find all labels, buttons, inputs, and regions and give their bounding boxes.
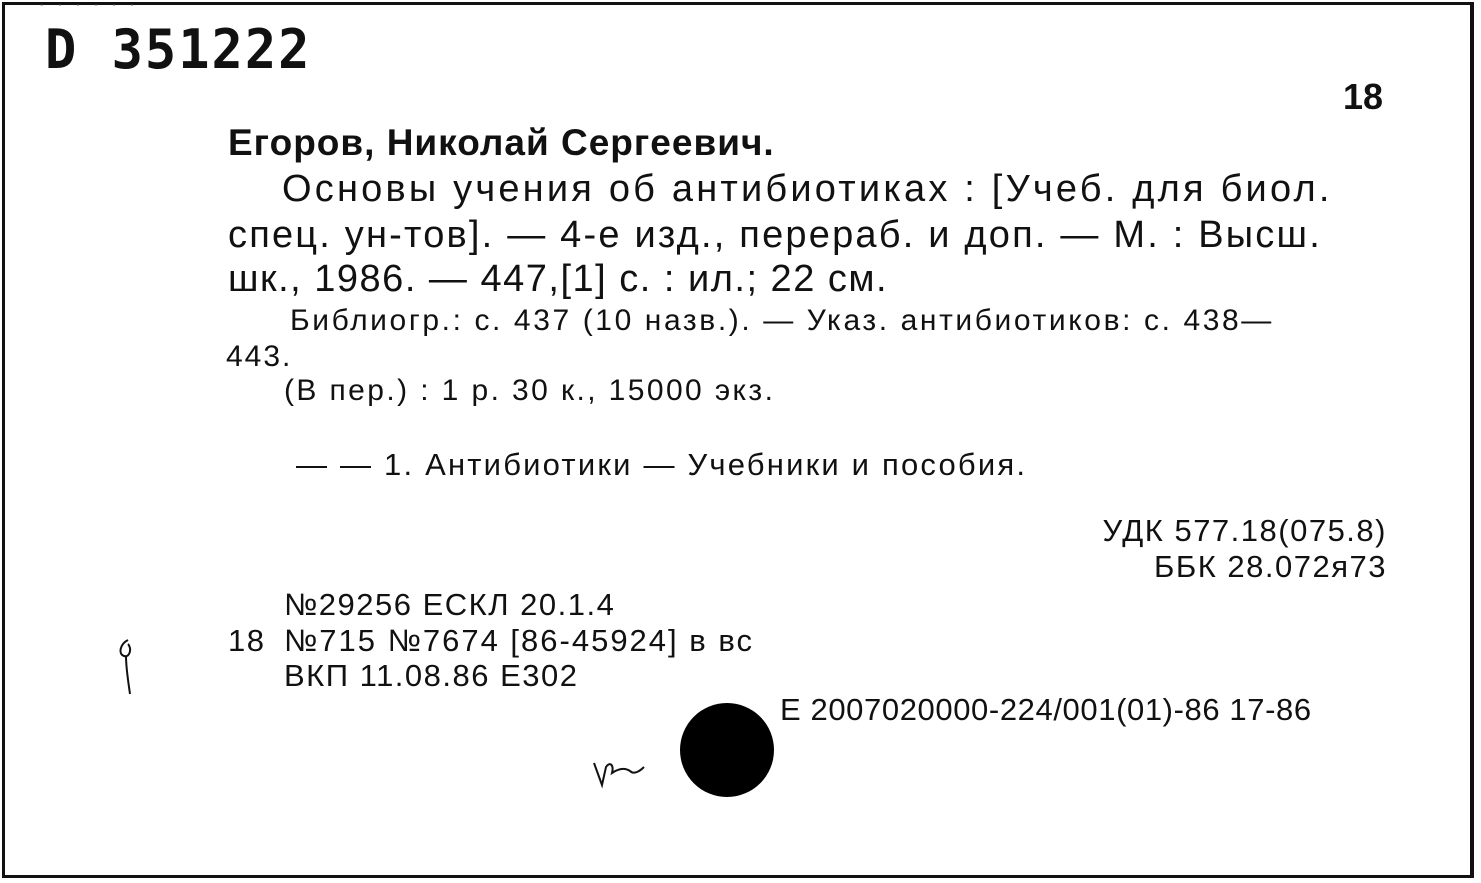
punch-hole-icon <box>680 703 774 797</box>
handwritten-squiggle-icon <box>112 636 142 702</box>
bbk-code: ББК 28.072я73 <box>1154 549 1387 584</box>
registration-prefix: 18 <box>228 623 266 658</box>
bibliography-note-line-1: Библиогр.: с. 437 (10 назв.). — Указ. антибиотиков: с. 438— <box>290 304 1274 337</box>
title-line-1: Основы учения об антибиотиках : [Учеб. для биол. <box>282 168 1333 210</box>
author-heading: Егоров, Николай Сергеевич. <box>228 122 775 163</box>
card-number: 18 <box>1343 76 1384 117</box>
title-line-3: шк., 1986. — 447,[1] с. : ил.; 22 см. <box>228 258 889 300</box>
registration-line-3: ВКП 11.08.86 Е302 <box>284 658 579 693</box>
price-note: (В пер.) : 1 р. 30 к., 15000 экз. <box>284 374 776 407</box>
publisher-code: Е 2007020000-224/001(01)-86 17-86 <box>780 692 1312 727</box>
registration-line-2: №715 №7674 [86-45924] в вс <box>284 623 754 658</box>
handwritten-initials-icon <box>590 755 650 791</box>
top-edge-smudge: - - - - - - <box>40 0 140 11</box>
call-number: D 351222 <box>45 18 312 82</box>
bibliography-note-line-2: 443. <box>226 340 293 373</box>
subject-heading: — — 1. Антибиотики — Учебники и пособия. <box>296 447 1028 482</box>
title-line-2: спец. ун-тов]. — 4-е изд., перераб. и доп. — М. : Высш. <box>228 214 1322 256</box>
registration-line-1: №29256 ЕСКЛ 20.1.4 <box>284 587 616 622</box>
udk-code: УДК 577.18(075.8) <box>1102 513 1387 548</box>
